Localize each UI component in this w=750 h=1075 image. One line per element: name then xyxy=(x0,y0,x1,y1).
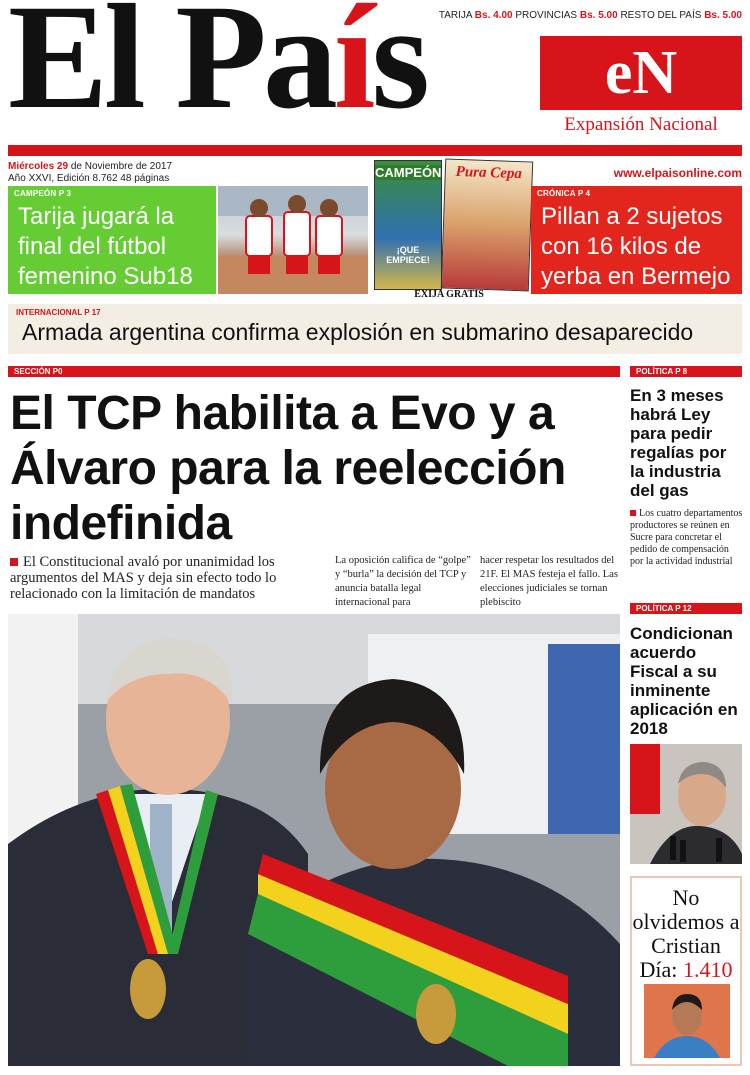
price-provincias: Bs. 5.00 xyxy=(579,10,618,21)
section-bar-politica-12: POLÍTICA P 12 xyxy=(630,603,742,614)
price-line xyxy=(439,10,742,21)
website-link[interactable]: www.elpaisonline.com xyxy=(613,166,742,180)
memorial-day-count: 1.410 xyxy=(682,957,733,982)
memorial-line1: No olvidemos a Cristian xyxy=(632,885,740,958)
magazine-caption: EXIJA GRATIS xyxy=(414,289,484,300)
magazine-campeon-title: CAMPEÓN xyxy=(375,165,442,180)
main-lead-text: El Constitucional avaló por unanimidad los argumentos del MAS y deja sin efecto todo lo relacionado con la limitación de mandatos xyxy=(10,554,277,602)
side-body-regalias xyxy=(630,508,744,568)
price-tarija-label: TARIJA xyxy=(438,10,473,21)
bullet-square-icon xyxy=(10,558,18,566)
main-headline[interactable]: El TCP habilita a Evo y a Álvaro para la reelección indefinida xyxy=(10,387,566,550)
price-resto: Bs. 5.00 xyxy=(704,10,742,21)
memorial-box xyxy=(630,876,742,1066)
memorial-text xyxy=(632,886,740,982)
price-tarija: Bs. 4.00 xyxy=(474,10,513,21)
main-column-a: La oposición califica de “golpe” y “burla” la decisión del TCP y anuncia batalla legal internacional para xyxy=(335,555,471,608)
en-subtitle: Expansión Nacional xyxy=(564,114,718,135)
main-column-b: hacer respetar los resultados del 21F. El MAS festeja el fallo. Las elecciones judiciales se tornan plebiscito xyxy=(480,555,618,608)
magazine-puracepa-title: Pura Cepa xyxy=(455,163,523,183)
teaser-campeon-tag: CAMPEÓN P 3 xyxy=(14,189,72,198)
edition-info: Año XXVI, Edición 8.762 48 páginas xyxy=(8,173,170,184)
price-resto-label: RESTO DEL PAÍS xyxy=(620,10,702,21)
side-headline-fiscal[interactable]: Condicionan acuerdo Fiscal a su inminente aplicación en 2018 xyxy=(630,624,738,738)
date-rest: de Noviembre de 2017 xyxy=(68,161,173,172)
section-bar-main: SECCIÓN P0 xyxy=(8,366,620,377)
logo-part2: s xyxy=(371,0,426,140)
internacional-teaser[interactable] xyxy=(8,304,742,354)
bullet-square-icon xyxy=(630,510,636,516)
side-photo-speaker xyxy=(630,744,742,864)
teaser-cronica[interactable] xyxy=(531,186,742,294)
teaser-campeon-text: Tarija jugará la final del fútbol femenino Sub18 xyxy=(18,203,193,290)
magazine-campeon-cover[interactable] xyxy=(374,160,442,290)
magazine-puracepa-cover[interactable] xyxy=(441,159,533,292)
newspaper-logo xyxy=(8,0,426,140)
internacional-headline: Armada argentina confirma explosión en submarino desaparecido xyxy=(22,319,694,345)
price-provincias-label: PROVINCIAS xyxy=(515,10,578,21)
teaser-campeon[interactable] xyxy=(8,186,216,294)
internacional-tag: INTERNACIONAL P 17 xyxy=(16,308,101,317)
teaser-cronica-text: Pillan a 2 sujetos con 16 kilos de yerba en Bermejo xyxy=(541,203,731,290)
masthead-divider xyxy=(8,145,742,156)
logo-part1: El Pa xyxy=(8,0,334,140)
memorial-day-label: Día: xyxy=(639,957,683,982)
memorial-photo xyxy=(644,984,730,1058)
main-photo-evo-alvaro xyxy=(8,614,620,1066)
logo-accent: í xyxy=(333,0,372,140)
side-body-regalias-text: Los cuatro departamentos productores se reúnen en Sucre para concretar el pedido de compensación por la actividad industrial xyxy=(630,508,743,567)
date-line xyxy=(8,161,172,185)
section-bar-politica-8: POLÍTICA P 8 xyxy=(630,366,742,377)
football-team-photo xyxy=(218,186,368,294)
side-headline-regalias[interactable]: En 3 meses habrá Ley para pedir regalías por la industria del gas xyxy=(630,386,727,500)
magazine-campeon-sub: ¡QUE EMPIECE! xyxy=(386,245,430,265)
date-day: Miércoles 29 xyxy=(8,161,69,172)
en-logo: eN xyxy=(540,36,742,110)
teaser-cronica-tag: CRÓNICA P 4 xyxy=(537,189,591,198)
main-lead xyxy=(10,554,326,602)
